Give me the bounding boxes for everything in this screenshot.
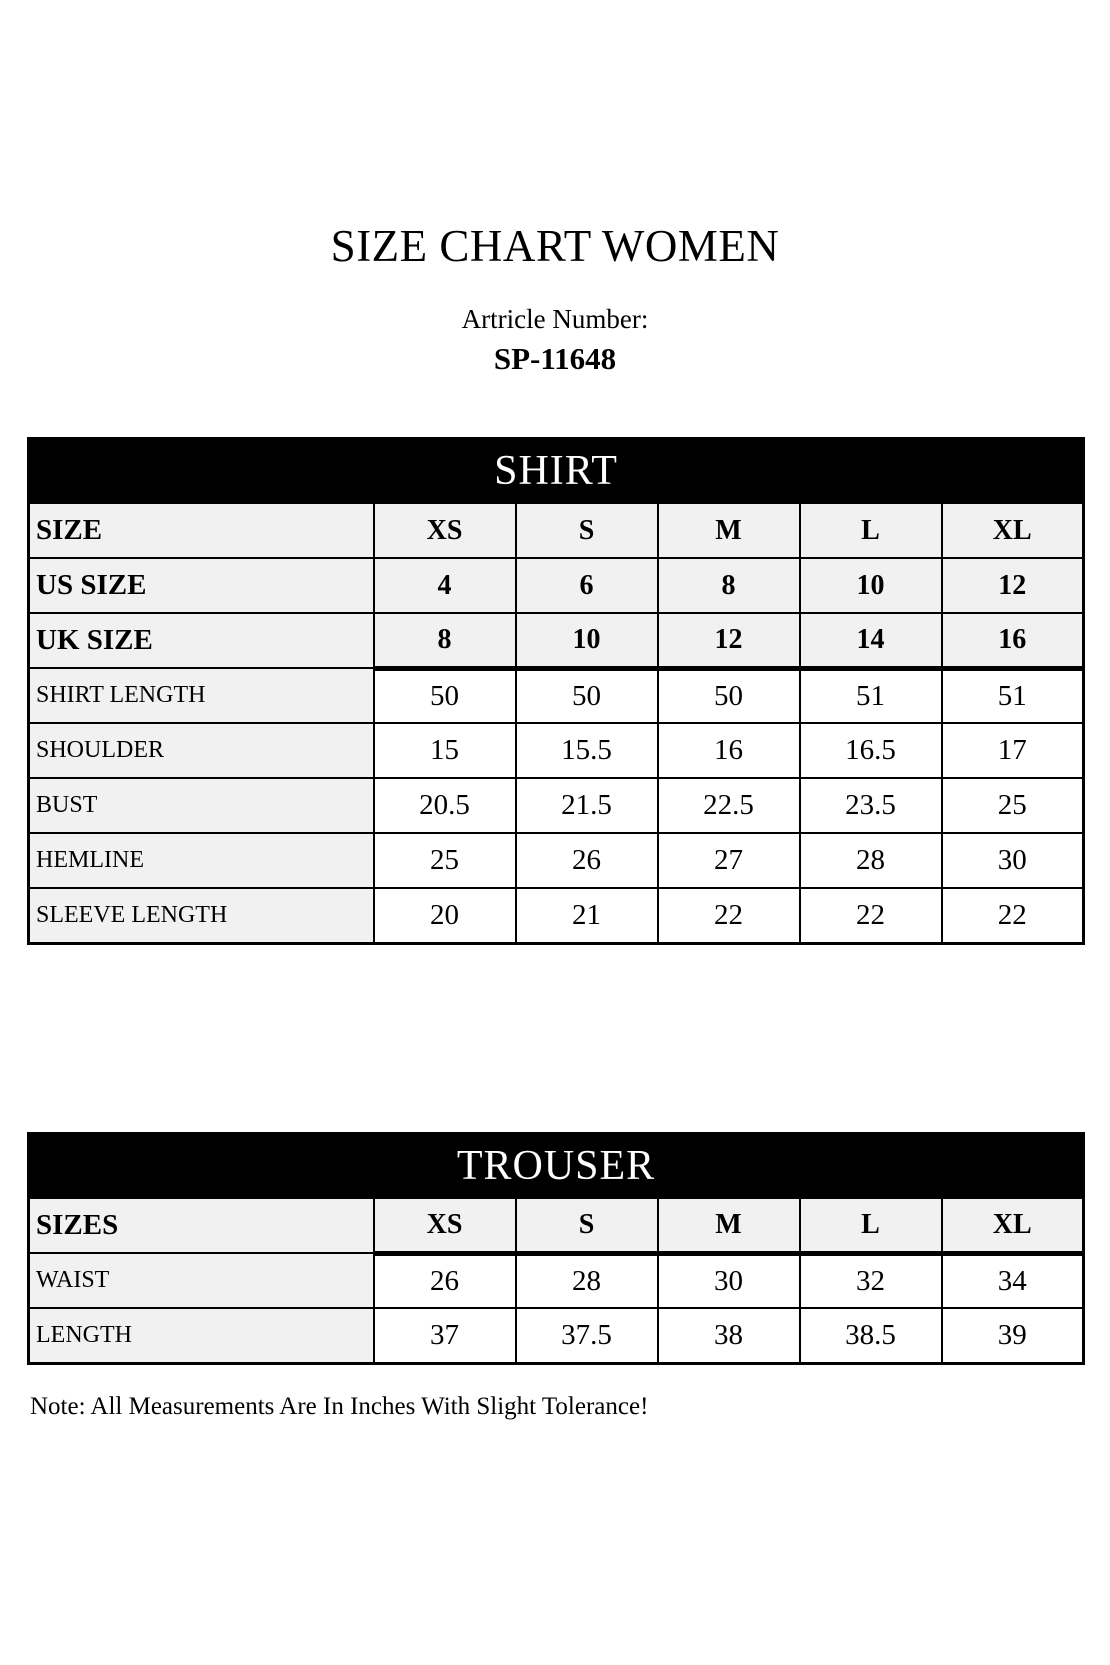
cell-value: 22 bbox=[658, 888, 800, 943]
cell-value: 16.5 bbox=[800, 723, 942, 778]
cell-value: XS bbox=[374, 1198, 516, 1253]
cell-value: 22.5 bbox=[658, 778, 800, 833]
cell-value: 38.5 bbox=[800, 1308, 942, 1363]
cell-value: 30 bbox=[658, 1253, 800, 1308]
row-label: SIZES bbox=[29, 1198, 374, 1253]
article-number-label: Artricle Number: bbox=[461, 304, 649, 334]
cell-value: 21.5 bbox=[516, 778, 658, 833]
shirt-table-title: SHIRT bbox=[29, 439, 1084, 504]
shirt-table-band bbox=[29, 439, 1084, 504]
article-number-value: SP-11648 bbox=[493, 341, 617, 376]
cell-value: 38 bbox=[658, 1308, 800, 1363]
cell-value: 28 bbox=[516, 1253, 658, 1308]
cell-value: 25 bbox=[374, 833, 516, 888]
cell-value: 20 bbox=[374, 888, 516, 943]
cell-value: S bbox=[516, 1198, 658, 1253]
cell-value: 27 bbox=[658, 833, 800, 888]
cell-value: 26 bbox=[374, 1253, 516, 1308]
cell-value: 23.5 bbox=[800, 778, 942, 833]
cell-value: 50 bbox=[658, 668, 800, 723]
cell-value: 10 bbox=[516, 613, 658, 668]
table-row-sizes bbox=[29, 1198, 1084, 1253]
cell-value: 8 bbox=[658, 558, 800, 613]
cell-value: 39 bbox=[942, 1308, 1084, 1363]
trouser-table-band bbox=[29, 1134, 1084, 1199]
cell-value: 12 bbox=[942, 558, 1084, 613]
cell-value: 28 bbox=[800, 833, 942, 888]
page-title: SIZE CHART WOMEN bbox=[330, 221, 780, 271]
table-row-us-size bbox=[29, 558, 1084, 613]
cell-value: 22 bbox=[800, 888, 942, 943]
table-row-shoulder bbox=[29, 723, 1084, 778]
cell-value: 22 bbox=[942, 888, 1084, 943]
row-label: US SIZE bbox=[29, 558, 374, 613]
cell-value: 12 bbox=[658, 613, 800, 668]
cell-value: 4 bbox=[374, 558, 516, 613]
table-row-sleeve-length bbox=[29, 888, 1084, 943]
cell-value: 8 bbox=[374, 613, 516, 668]
cell-value: 37 bbox=[374, 1308, 516, 1363]
table-row-hemline bbox=[29, 833, 1084, 888]
cell-value: 20.5 bbox=[374, 778, 516, 833]
cell-value: 50 bbox=[516, 668, 658, 723]
table-row-waist bbox=[29, 1253, 1084, 1308]
cell-value: 21 bbox=[516, 888, 658, 943]
cell-value: 30 bbox=[942, 833, 1084, 888]
cell-value: L bbox=[800, 1198, 942, 1253]
table-row-size bbox=[29, 503, 1084, 558]
row-label: LENGTH bbox=[29, 1308, 374, 1363]
table-row-uk-size bbox=[29, 613, 1084, 668]
cell-value: 25 bbox=[942, 778, 1084, 833]
row-label: BUST bbox=[29, 778, 374, 833]
cell-value: 10 bbox=[800, 558, 942, 613]
trouser-table-title: TROUSER bbox=[29, 1134, 1084, 1199]
cell-value: XL bbox=[942, 1198, 1084, 1253]
cell-value: 15.5 bbox=[516, 723, 658, 778]
measurement-note: Note: All Measurements Are In Inches With Slight Tolerance! bbox=[30, 1393, 649, 1420]
shirt-size-table bbox=[27, 437, 1085, 945]
row-label: SHOULDER bbox=[29, 723, 374, 778]
cell-value: L bbox=[800, 503, 942, 558]
cell-value: 50 bbox=[374, 668, 516, 723]
row-label: HEMLINE bbox=[29, 833, 374, 888]
row-label: WAIST bbox=[29, 1253, 374, 1308]
table-row-bust bbox=[29, 778, 1084, 833]
cell-value: M bbox=[658, 503, 800, 558]
row-label: UK SIZE bbox=[29, 613, 374, 668]
cell-value: 34 bbox=[942, 1253, 1084, 1308]
cell-value: 14 bbox=[800, 613, 942, 668]
cell-value: 16 bbox=[942, 613, 1084, 668]
cell-value: 17 bbox=[942, 723, 1084, 778]
cell-value: 37.5 bbox=[516, 1308, 658, 1363]
row-label: SIZE bbox=[29, 503, 374, 558]
table-row-shirt-length bbox=[29, 668, 1084, 723]
cell-value: 51 bbox=[800, 668, 942, 723]
cell-value: M bbox=[658, 1198, 800, 1253]
cell-value: 6 bbox=[516, 558, 658, 613]
cell-value: 16 bbox=[658, 723, 800, 778]
cell-value: 15 bbox=[374, 723, 516, 778]
table-row-length bbox=[29, 1308, 1084, 1363]
cell-value: 32 bbox=[800, 1253, 942, 1308]
row-label: SLEEVE LENGTH bbox=[29, 888, 374, 943]
cell-value: S bbox=[516, 503, 658, 558]
cell-value: XL bbox=[942, 503, 1084, 558]
cell-value: XS bbox=[374, 503, 516, 558]
trouser-size-table bbox=[27, 1132, 1085, 1365]
row-label: SHIRT LENGTH bbox=[29, 668, 374, 723]
cell-value: 51 bbox=[942, 668, 1084, 723]
cell-value: 26 bbox=[516, 833, 658, 888]
